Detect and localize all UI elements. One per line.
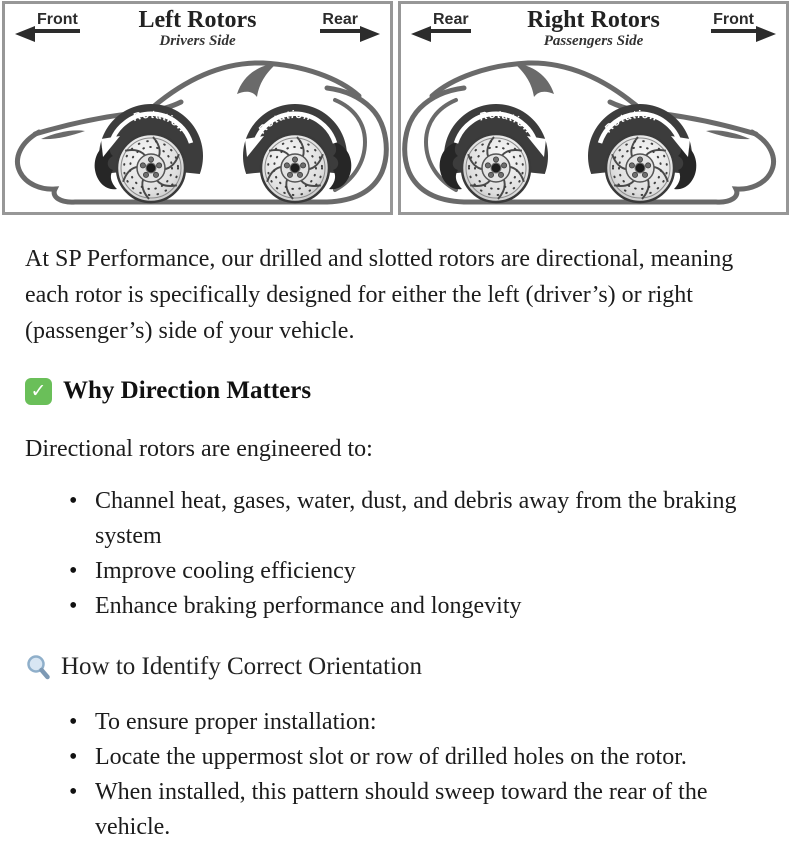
arrow-right-icon: [756, 26, 776, 42]
how-to-identify-heading: [25, 651, 772, 682]
rotation-label-rear-right: Rotation: [478, 108, 535, 137]
how-bullet-list: [25, 705, 772, 845]
list-item: • Channel heat, gases, water, dust, and debris away from the braking system: [91, 484, 772, 554]
arrow-right-icon: [360, 26, 380, 42]
list-item: • Improve cooling efficiency: [91, 554, 772, 589]
arrow-left-icon: [411, 26, 431, 42]
engineered-to-lead: Directional rotors are engineered to:: [25, 436, 373, 462]
front-direction-left-panel: [15, 12, 80, 33]
list-item: • Locate the uppermost slot or row of drilled holes on the rotor.: [91, 740, 772, 775]
rotation-label-front-right: Rotation: [602, 108, 660, 136]
direction-label: Front: [35, 12, 80, 33]
list-item: • To ensure proper installation:: [91, 705, 772, 740]
list-item: • When installed, this pattern should sweep toward the rear of the vehicle.: [91, 775, 772, 845]
article-body: [0, 215, 800, 845]
section-title: Why Direction Matters: [63, 377, 312, 404]
left-rotors-panel: [2, 1, 393, 215]
direction-label: Rear: [320, 12, 360, 33]
panel-subtitle: Passengers Side: [543, 33, 644, 49]
rotation-label-front-left: Rotation: [131, 108, 189, 136]
right-rotors-panel: [398, 1, 789, 215]
rotation-label-rear-left: Rotation: [256, 108, 314, 137]
intro-paragraph: At SP Performance, our drilled and slotted rotors are directional, meaning each rotor is specifically designed for either the left (driver’s) or right (passenger’s) side of your vehicle.: [25, 246, 734, 344]
why-direction-matters-heading: [25, 376, 772, 406]
rear-direction-left-panel: [320, 12, 380, 33]
list-item: • Enhance braking performance and longevity: [91, 589, 772, 624]
panel-title: Right Rotors: [527, 7, 660, 33]
check-icon: ✓: [25, 378, 52, 405]
front-direction-right-panel: [711, 12, 776, 33]
section-title: How to Identify Correct Orientation: [61, 652, 423, 680]
direction-label: Front: [711, 12, 756, 33]
panel-subtitle: Drivers Side: [159, 33, 236, 49]
panel-title: Left Rotors: [138, 7, 257, 33]
direction-label: Rear: [431, 12, 471, 33]
rotor-direction-diagram: [0, 0, 800, 215]
magnifier-icon: [25, 654, 53, 682]
why-bullet-list: [25, 484, 772, 624]
arrow-left-icon: [15, 26, 35, 42]
rear-direction-right-panel: [411, 12, 471, 33]
